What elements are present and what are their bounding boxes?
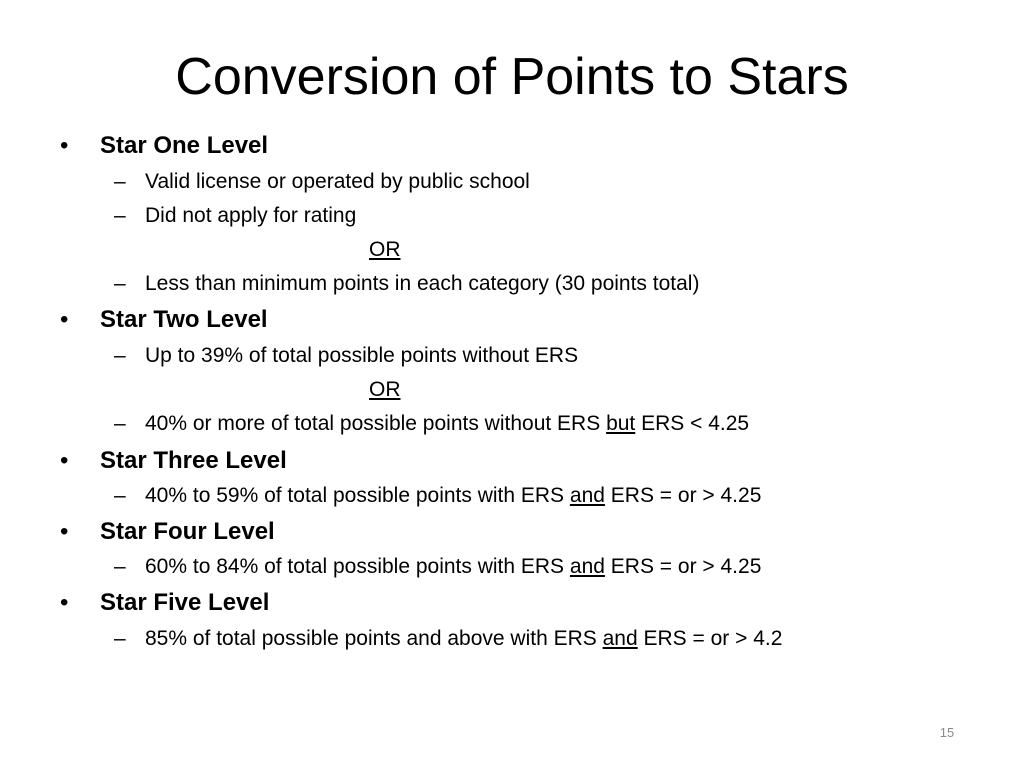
dash-icon: –: [114, 412, 126, 435]
item-text-pre: 85% of total possible points and above with ERS: [145, 627, 603, 650]
level-label: Star Five Level: [100, 589, 270, 616]
item-text: Did not apply for rating: [145, 204, 357, 227]
emphasis-text: and: [569, 555, 605, 578]
level-label: Star Three Level: [100, 447, 287, 474]
dash-icon: –: [114, 272, 126, 295]
or-separator: OR: [369, 238, 401, 261]
dash-icon: –: [114, 344, 126, 367]
slide-title: Conversion of Points to Stars: [175, 48, 849, 106]
bullet-icon: •: [60, 306, 69, 333]
or-separator: OR: [369, 378, 401, 401]
emphasis-text: and: [569, 484, 605, 507]
item-text: [145, 410, 749, 438]
bullet-icon: •: [60, 589, 69, 616]
bullet-icon: •: [60, 132, 69, 159]
item-text-post: ERS = or > 4.25: [604, 484, 762, 507]
dash-icon: –: [114, 170, 126, 193]
item-text-pre: 40% to 59% of total possible points with ERS: [145, 484, 570, 507]
item-text: [145, 553, 761, 581]
level-label: Star One Level: [100, 132, 269, 159]
emphasis-text: and: [602, 627, 638, 650]
item-text-post: ERS < 4.25: [635, 412, 750, 435]
bullet-icon: •: [60, 447, 69, 474]
level-label: Star Two Level: [100, 306, 268, 333]
dash-icon: –: [114, 627, 126, 650]
item-text-post: ERS = or > 4.25: [604, 555, 762, 578]
dash-icon: –: [114, 555, 126, 578]
item-text: Valid license or operated by public school: [145, 170, 530, 193]
item-text-pre: 40% or more of total possible points without ERS: [145, 412, 607, 435]
item-text-post: ERS = or > 4.2: [637, 627, 783, 650]
bullet-icon: •: [60, 518, 69, 545]
item-text: Less than minimum points in each category (30 points total): [145, 272, 700, 295]
item-text: [145, 625, 782, 653]
item-text: Up to 39% of total possible points without ERS: [145, 344, 579, 367]
level-label: Star Four Level: [100, 518, 275, 545]
dash-icon: –: [114, 204, 126, 227]
item-text-pre: 60% to 84% of total possible points with ERS: [145, 555, 570, 578]
item-text: [145, 482, 761, 510]
page-number: 15: [939, 725, 955, 740]
dash-icon: –: [114, 484, 126, 507]
emphasis-text: but: [606, 412, 636, 435]
